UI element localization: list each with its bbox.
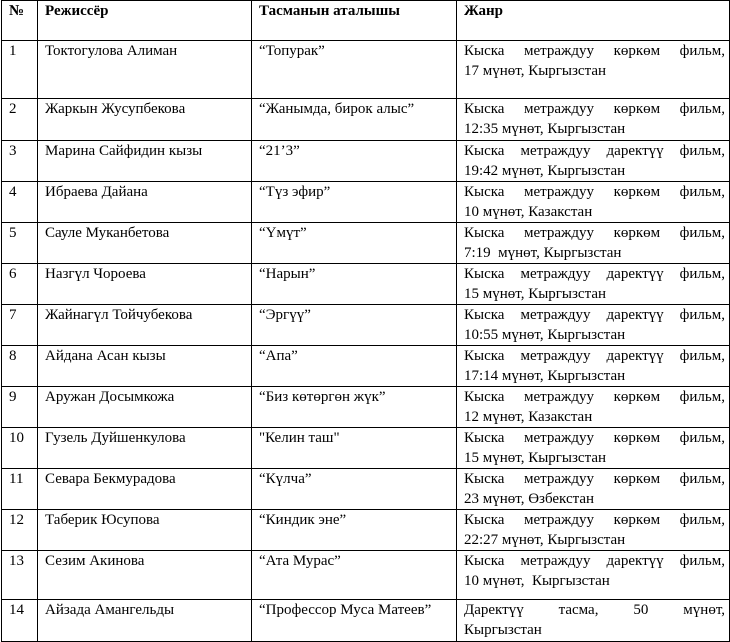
genre-line-2: 10:55 мүнөт, Кыргызстан [464,326,626,343]
table-row [2,141,730,182]
cell-title: “Топурак” [252,41,457,99]
cell-title: “Жанымда, бирок алыс” [252,99,457,141]
genre-line-1: Кыска метраждуу даректүү фильм, [464,143,725,159]
cell-number: 2 [2,99,38,141]
table-row [2,99,730,141]
genre-line-1: Кыска метраждуу көркөм фильм, [464,184,725,200]
cell-genre [457,305,730,346]
cell-genre [457,223,730,264]
table-row [2,510,730,551]
cell-genre [457,41,730,99]
genre-line-1: Кыска метраждуу көркөм фильм, [464,225,725,241]
cell-genre [457,469,730,510]
cell-genre [457,428,730,469]
header-row [2,1,730,41]
genre-line-2: Кыргызстан [464,621,542,638]
genre-line-2: 12 мүнөт, Казакстан [464,408,593,425]
genre-line-1: Кыска метраждуу даректүү фильм, [464,553,725,569]
cell-director: Жайнагүл Тойчубекова [38,305,252,346]
cell-director: Сауле Муканбетова [38,223,252,264]
cell-number: 4 [2,182,38,223]
genre-line-2: 10 мүнөт, Казакстан [464,203,593,220]
cell-genre [457,387,730,428]
table-row [2,223,730,264]
cell-director: Гузель Дуйшенкулова [38,428,252,469]
cell-director: Таберик Юсупова [38,510,252,551]
cell-title: “Нарын” [252,264,457,305]
header-genre: Жанр [457,1,730,41]
genre-line-2: 7:19 мүнөт, Кыргызстан [464,244,622,261]
table-row [2,600,730,642]
cell-number: 14 [2,600,38,642]
table-row [2,264,730,305]
cell-genre [457,346,730,387]
genre-line-1: Кыска метраждуу көркөм фильм, [464,101,725,117]
cell-title: “Апа” [252,346,457,387]
cell-number: 8 [2,346,38,387]
cell-director: Айзада Амангельды [38,600,252,642]
films-table [1,0,730,642]
cell-number: 10 [2,428,38,469]
table-row [2,182,730,223]
cell-title: “Түз эфир” [252,182,457,223]
cell-number: 13 [2,551,38,600]
header-director: Режиссёр [38,1,252,41]
genre-line-2: 17 мүнөт, Кыргызстан [464,62,607,79]
genre-line-2: 23 мүнөт, Өзбекстан [464,490,595,507]
cell-number: 6 [2,264,38,305]
table-row [2,551,730,600]
table-row [2,41,730,99]
cell-genre [457,551,730,600]
cell-title: “Үмүт” [252,223,457,264]
genre-line-2: 17:14 мүнөт, Кыргызстан [464,367,626,384]
genre-line-1: Кыска метраждуу даректүү фильм, [464,307,725,323]
cell-number: 12 [2,510,38,551]
cell-director: Токтогулова Алиман [38,41,252,99]
cell-title: "Келин таш" [252,428,457,469]
genre-line-1: Кыска метраждуу көркөм фильм, [464,512,725,528]
cell-title: “Күлча” [252,469,457,510]
table-row [2,469,730,510]
cell-genre [457,182,730,223]
genre-line-2: 12:35 мүнөт, Кыргызстан [464,120,626,137]
cell-number: 9 [2,387,38,428]
genre-line-2: 22:27 мүнөт, Кыргызстан [464,531,626,548]
genre-line-2: 15 мүнөт, Кыргызстан [464,449,607,466]
cell-genre [457,141,730,182]
header-title: Тасманын аталышы [252,1,457,41]
cell-genre [457,264,730,305]
cell-director: Сезим Акинова [38,551,252,600]
genre-line-1: Кыска метраждуу даректүү фильм, [464,266,725,282]
cell-director: Аружан Досымкожа [38,387,252,428]
cell-director: Назгүл Чороева [38,264,252,305]
genre-line-1: Кыска метраждуу көркөм фильм, [464,430,725,446]
genre-line-1: Даректүү тасма, 50 мүнөт, [464,602,725,618]
cell-genre [457,99,730,141]
cell-title: “21’3” [252,141,457,182]
cell-number: 7 [2,305,38,346]
table-row [2,428,730,469]
cell-title: “Биз көтөргөн жүк” [252,387,457,428]
table-row [2,305,730,346]
genre-line-1: Кыска метраждуу даректүү фильм, [464,348,725,364]
cell-number: 11 [2,469,38,510]
cell-director: Жаркын Жусупбекова [38,99,252,141]
cell-genre [457,600,730,642]
cell-director: Айдана Асан кызы [38,346,252,387]
table-row [2,387,730,428]
genre-line-1: Кыска метраждуу көркөм фильм, [464,471,725,487]
cell-title: “Ата Мурас” [252,551,457,600]
header-number: № [2,1,38,41]
genre-line-1: Кыска метраждуу көркөм фильм, [464,43,725,59]
cell-number: 1 [2,41,38,99]
cell-director: Марина Сайфидин кызы [38,141,252,182]
genre-line-2: 19:42 мүнөт, Кыргызстан [464,162,626,179]
cell-director: Ибраева Дайана [38,182,252,223]
cell-director: Севара Бекмурадова [38,469,252,510]
cell-number: 5 [2,223,38,264]
cell-genre [457,510,730,551]
genre-line-1: Кыска метраждуу көркөм фильм, [464,389,725,405]
genre-line-2: 10 мүнөт, Кыргызстан [464,572,610,589]
cell-title: “Профессор Муса Матеев” [252,600,457,642]
table-row [2,346,730,387]
cell-title: “Эргүү” [252,305,457,346]
cell-number: 3 [2,141,38,182]
genre-line-2: 15 мүнөт, Кыргызстан [464,285,607,302]
cell-title: “Киндик эне” [252,510,457,551]
